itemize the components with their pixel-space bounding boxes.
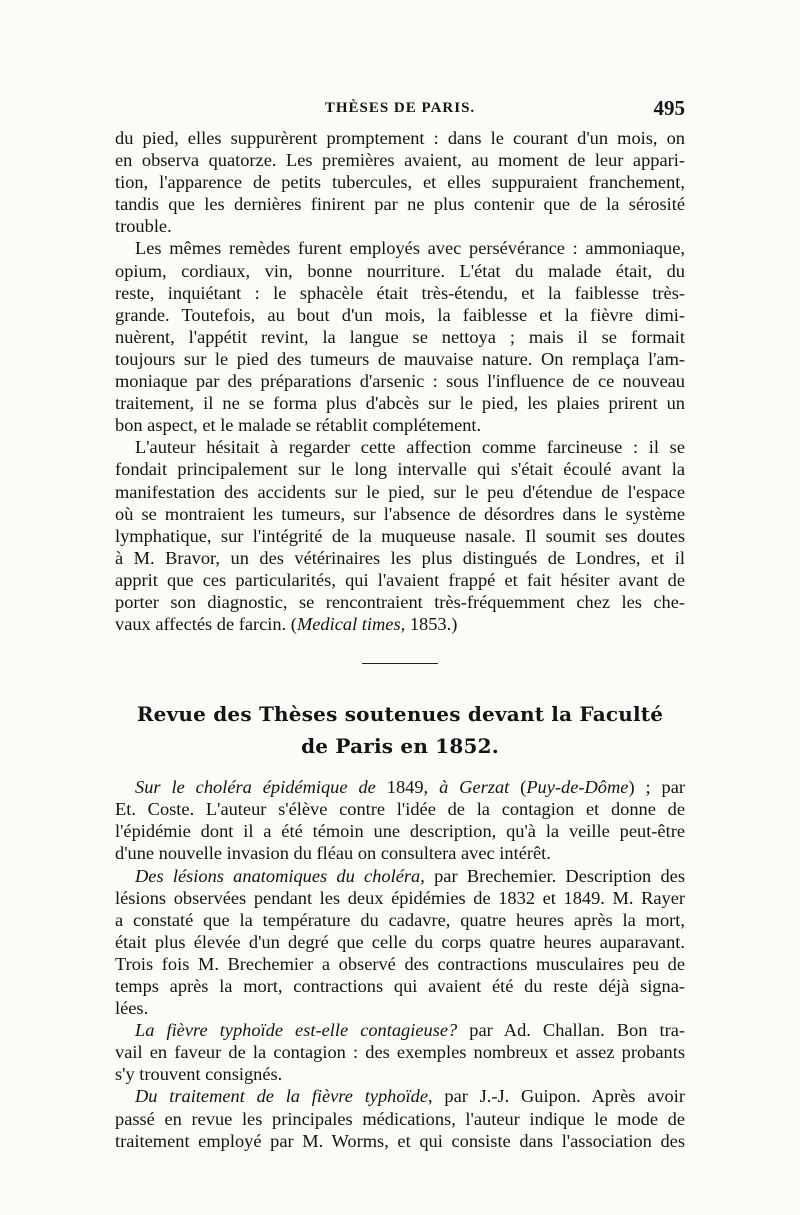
- text-line: en observa quatorze. Les premières avaient, au moment de leur appari-: [115, 150, 685, 171]
- text-line: a constaté que la température du cadavre, quatre heures après la mort,: [115, 909, 685, 930]
- text-line: traitement, il ne se forma plus d'abcès sur le pied, les plaies prirent un: [115, 393, 685, 414]
- text-run: , par J.-J. Guipon. Après avoir: [428, 1086, 685, 1107]
- thesis-title: La fièvre typhoïde est-elle contagieuse?: [135, 1020, 458, 1041]
- text-line: [115, 865, 685, 887]
- paragraph: [115, 127, 685, 237]
- text-line: d'une nouvelle invasion du fléau on consultera avec intérêt.: [115, 843, 551, 864]
- text-line: lées.: [115, 998, 149, 1019]
- text-line: fondait principalement sur le long intervalle qui s'était écoulé avant la: [115, 459, 685, 480]
- text-line: s'y trouvent consignés.: [115, 1064, 283, 1085]
- spacer: [115, 762, 685, 776]
- thesis-title: Sur le choléra épidémique de: [135, 777, 376, 798]
- text-run: ) ; par: [628, 777, 686, 798]
- text-line: Les mêmes remèdes furent employés avec persévérance : ammoniaque,: [135, 238, 685, 259]
- thesis-entry: [115, 1019, 685, 1085]
- text-line: bon aspect, et le malade se rétablit complétement.: [115, 415, 482, 436]
- text-line: vail en faveur de la contagion : des exemples nombreux et assez probants: [115, 1042, 685, 1063]
- thesis-entry: [115, 1085, 685, 1151]
- text-line: tandis que les dernières finirent par ne plus contenir que de la sérosité: [115, 194, 685, 215]
- text-line: où se montraient les tumeurs, sur l'absence de désordres dans le système: [115, 503, 685, 524]
- text-line: lymphatique, sur l'intégrité de la muqueuse nasale. Il soumit ses doutes: [115, 525, 685, 546]
- text-line: [115, 613, 685, 635]
- paragraph: [115, 237, 685, 436]
- text-run: par Ad. Challan. Bon tra-: [457, 1020, 685, 1041]
- text-run: vaux affectés de farcin. (: [115, 614, 297, 635]
- text-line: l'épidémie dont il a été témoin une description, qu'à la veille peut-être: [115, 821, 685, 842]
- text-line: du pied, elles suppurèrent promptement : dans le courant d'un mois, on: [115, 128, 685, 148]
- journal-title: Medical times,: [296, 614, 406, 635]
- thesis-entry: [115, 776, 685, 864]
- text-run: (: [509, 777, 527, 798]
- text-line: manifestation des accidents sur le pied, sur le peu d'étendue de l'espace: [115, 481, 685, 502]
- text-line: temps après la mort, contractions qui avaient été du reste déjà signa-: [115, 976, 685, 996]
- text-line: L'auteur hésitait à regarder cette affection comme farcineuse : il se: [135, 437, 685, 458]
- text-line: apprit que ces particularités, qui l'avaient frappé et fait hésiter avant de: [115, 569, 685, 590]
- text-line: traitement employé par M. Worms, et qui consiste dans l'association des: [115, 1130, 685, 1151]
- body-text: [115, 127, 685, 1152]
- section-title-line: de Paris en 1852.: [301, 734, 499, 759]
- text-line: Trois fois M. Brechemier a observé des contractions musculaires peu de: [115, 953, 685, 974]
- text-run: , par Brechemier. Description des: [420, 865, 685, 886]
- text-line: porter son diagnostic, se rencontraient très-fréquemment chez les che-: [115, 591, 685, 612]
- text-line: moniaque par des préparations d'arsenic : sous l'influence de ce nouveau: [115, 371, 685, 392]
- text-line: Et. Coste. L'auteur s'élève contre l'idée de la contagion et donne de: [115, 799, 685, 820]
- text-line: grande. Toutefois, au bout d'un mois, la faiblesse et la fièvre dimi-: [115, 304, 685, 325]
- page-number: 495: [653, 96, 685, 120]
- thesis-entry: [115, 865, 685, 1020]
- text-line: trouble.: [115, 216, 172, 237]
- text-line: opium, cordiaux, vin, bonne nourriture. L'état du malade était, du: [115, 260, 685, 281]
- section-title: [115, 698, 685, 762]
- section-divider: [362, 663, 438, 664]
- section-title-line: Revue des Thèses soutenues devant la Faculté: [136, 702, 664, 727]
- text-run: 1849,: [375, 777, 440, 798]
- text-line: toujours sur le pied des tumeurs de mauvaise nature. On remplaça l'am-: [115, 348, 685, 369]
- text-line: [115, 776, 685, 798]
- text-line: était plus élevée d'un degré que celle du corps quatre heures auparavant.: [115, 931, 685, 952]
- text-line: [115, 1019, 685, 1041]
- text-line: nuèrent, l'appétit revint, la langue se nettoya ; mais il se formait: [115, 326, 685, 347]
- text-line: lésions observées pendant les deux épidémies de 1832 et 1849. M. Rayer: [115, 887, 685, 908]
- text-line: passé en revue les principales médications, l'auteur indique le mode de: [115, 1108, 685, 1129]
- thesis-title: Des lésions anatomiques du choléra: [135, 865, 421, 886]
- page-header: [115, 96, 685, 122]
- text-line: à M. Bravor, un des vétérinaires les plus distingués de Londres, et il: [115, 547, 685, 568]
- running-title: THÈSES DE PARIS.: [324, 100, 476, 116]
- thesis-title: Puy-de-Dôme: [526, 777, 629, 798]
- thesis-title: Du traitement de la fièvre typhoïde: [135, 1086, 429, 1107]
- thesis-title: à Gerzat: [439, 777, 510, 798]
- text-line: reste, inquiétant : le sphacèle était très-étendu, et la faiblesse très-: [115, 282, 685, 303]
- text-line: [115, 1085, 685, 1107]
- text-run: 1853.): [405, 614, 458, 635]
- paragraph: [115, 436, 685, 635]
- text-line: tion, l'apparence de petits tubercules, et elles suppuraient franchement,: [115, 172, 685, 193]
